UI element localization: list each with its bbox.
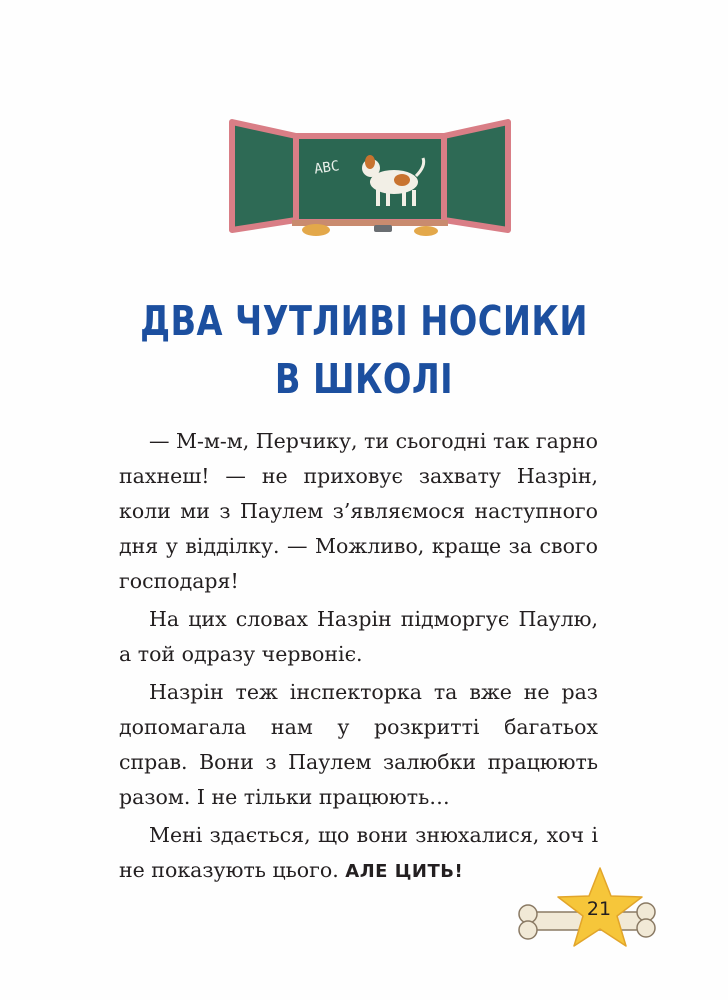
page-number: 21 [586, 898, 612, 920]
paragraph: Назрін теж інспекторка та вже не раз допомагала нам у розкритті багатьох справ. Вони з Паулем залюбки працюють разом. І не тільки працюють… [119, 680, 598, 809]
chalkboard-text: ABC [313, 158, 341, 178]
chapter-title [66, 292, 663, 408]
chapter-title-line-1: ДВА ЧУТЛИВІ НОСИКИ [140, 297, 588, 345]
paragraph: На цих словах Назрін підморгує Паулю, а той одразу червоніє. [119, 607, 598, 666]
body-text [119, 424, 598, 889]
paragraph-text: Мені здається, що вони знюхалися, хоч і не показують цього. [119, 823, 598, 882]
chapter-title-line-2: В ШКОЛІ [274, 355, 454, 403]
paragraph: — М-м-м, Перчику, ти сьогодні так гарно пахнеш! — не приховує захвату Назрін, коли ми з Паулем з’являємося наступного дня у відділку. — Можливо, краще за свого господаря! [119, 429, 598, 593]
chalkboard-illustration [226, 112, 514, 252]
exclamation-text: АЛЕ ЦИТЬ! [345, 861, 464, 882]
